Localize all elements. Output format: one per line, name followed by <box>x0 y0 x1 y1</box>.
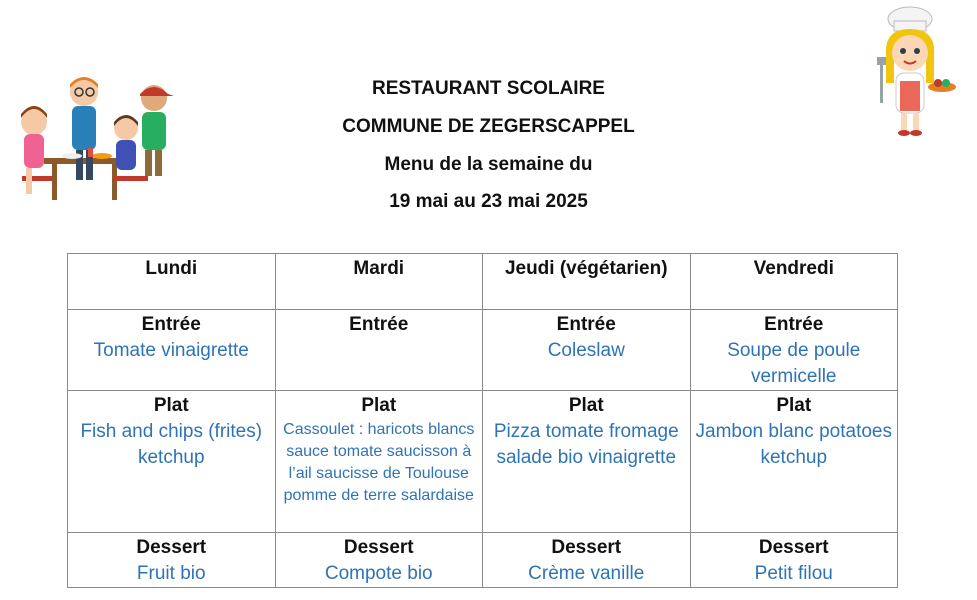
dessert-dish: Fruit bio <box>136 563 206 584</box>
day-header: Lundi <box>68 254 276 310</box>
day-header: Mardi <box>275 254 483 310</box>
entree-dish: Tomate vinaigrette <box>93 340 249 361</box>
plat-cell <box>275 391 483 533</box>
commune-title: COMMUNE DE ZEGERSCAPPEL <box>342 116 635 137</box>
dessert-label: Dessert <box>758 537 829 558</box>
dessert-dish: Crème vanille <box>528 563 645 584</box>
dessert-label: Dessert <box>551 537 622 558</box>
plat-label: Plat <box>776 395 812 416</box>
dessert-cell <box>483 533 691 588</box>
entree-cell <box>690 310 898 391</box>
plat-dish: Fish and chips (frites) ketchup <box>80 421 263 468</box>
menu-table <box>67 253 898 588</box>
entree-label: Entrée <box>349 314 409 335</box>
dessert-cell <box>275 533 483 588</box>
plat-label: Plat <box>361 395 397 416</box>
entree-label: Entrée <box>141 314 201 335</box>
dessert-label: Dessert <box>343 537 414 558</box>
dessert-dish: Compote bio <box>324 563 433 584</box>
dessert-dish: Petit filou <box>754 563 833 584</box>
plat-dish: Jambon blanc potatoes ketchup <box>695 421 892 468</box>
plat-dish: Pizza tomate fromage salade bio vinaigrette <box>493 421 679 468</box>
entree-cell <box>68 310 276 391</box>
entree-label: Entrée <box>556 314 616 335</box>
menu-date-range: 19 mai au 23 mai 2025 <box>389 191 588 212</box>
dessert-row <box>68 533 898 588</box>
restaurant-title: RESTAURANT SCOLAIRE <box>372 78 605 99</box>
entree-label: Entrée <box>764 314 824 335</box>
plat-cell <box>483 391 691 533</box>
plat-row <box>68 391 898 533</box>
plat-label: Plat <box>153 395 189 416</box>
entree-dish: Soupe de poule vermicelle <box>727 340 861 387</box>
dessert-cell <box>68 533 276 588</box>
days-header-row <box>68 254 898 310</box>
plat-label: Plat <box>568 395 604 416</box>
day-header: Jeudi (végétarien) <box>483 254 691 310</box>
entree-dish: Coleslaw <box>547 340 625 361</box>
day-header: Vendredi <box>690 254 898 310</box>
menu-week-title: Menu de la semaine du <box>384 154 593 175</box>
entree-row <box>68 310 898 391</box>
entree-cell <box>483 310 691 391</box>
entree-cell <box>275 310 483 391</box>
dessert-cell <box>690 533 898 588</box>
plat-cell <box>68 391 276 533</box>
plat-cell <box>690 391 898 533</box>
dessert-label: Dessert <box>136 537 207 558</box>
plat-dish: Cassoulet : haricots blancs sauce tomate saucisson à l’ail saucisse de Toulouse pomme de terre salardaise <box>283 421 475 504</box>
